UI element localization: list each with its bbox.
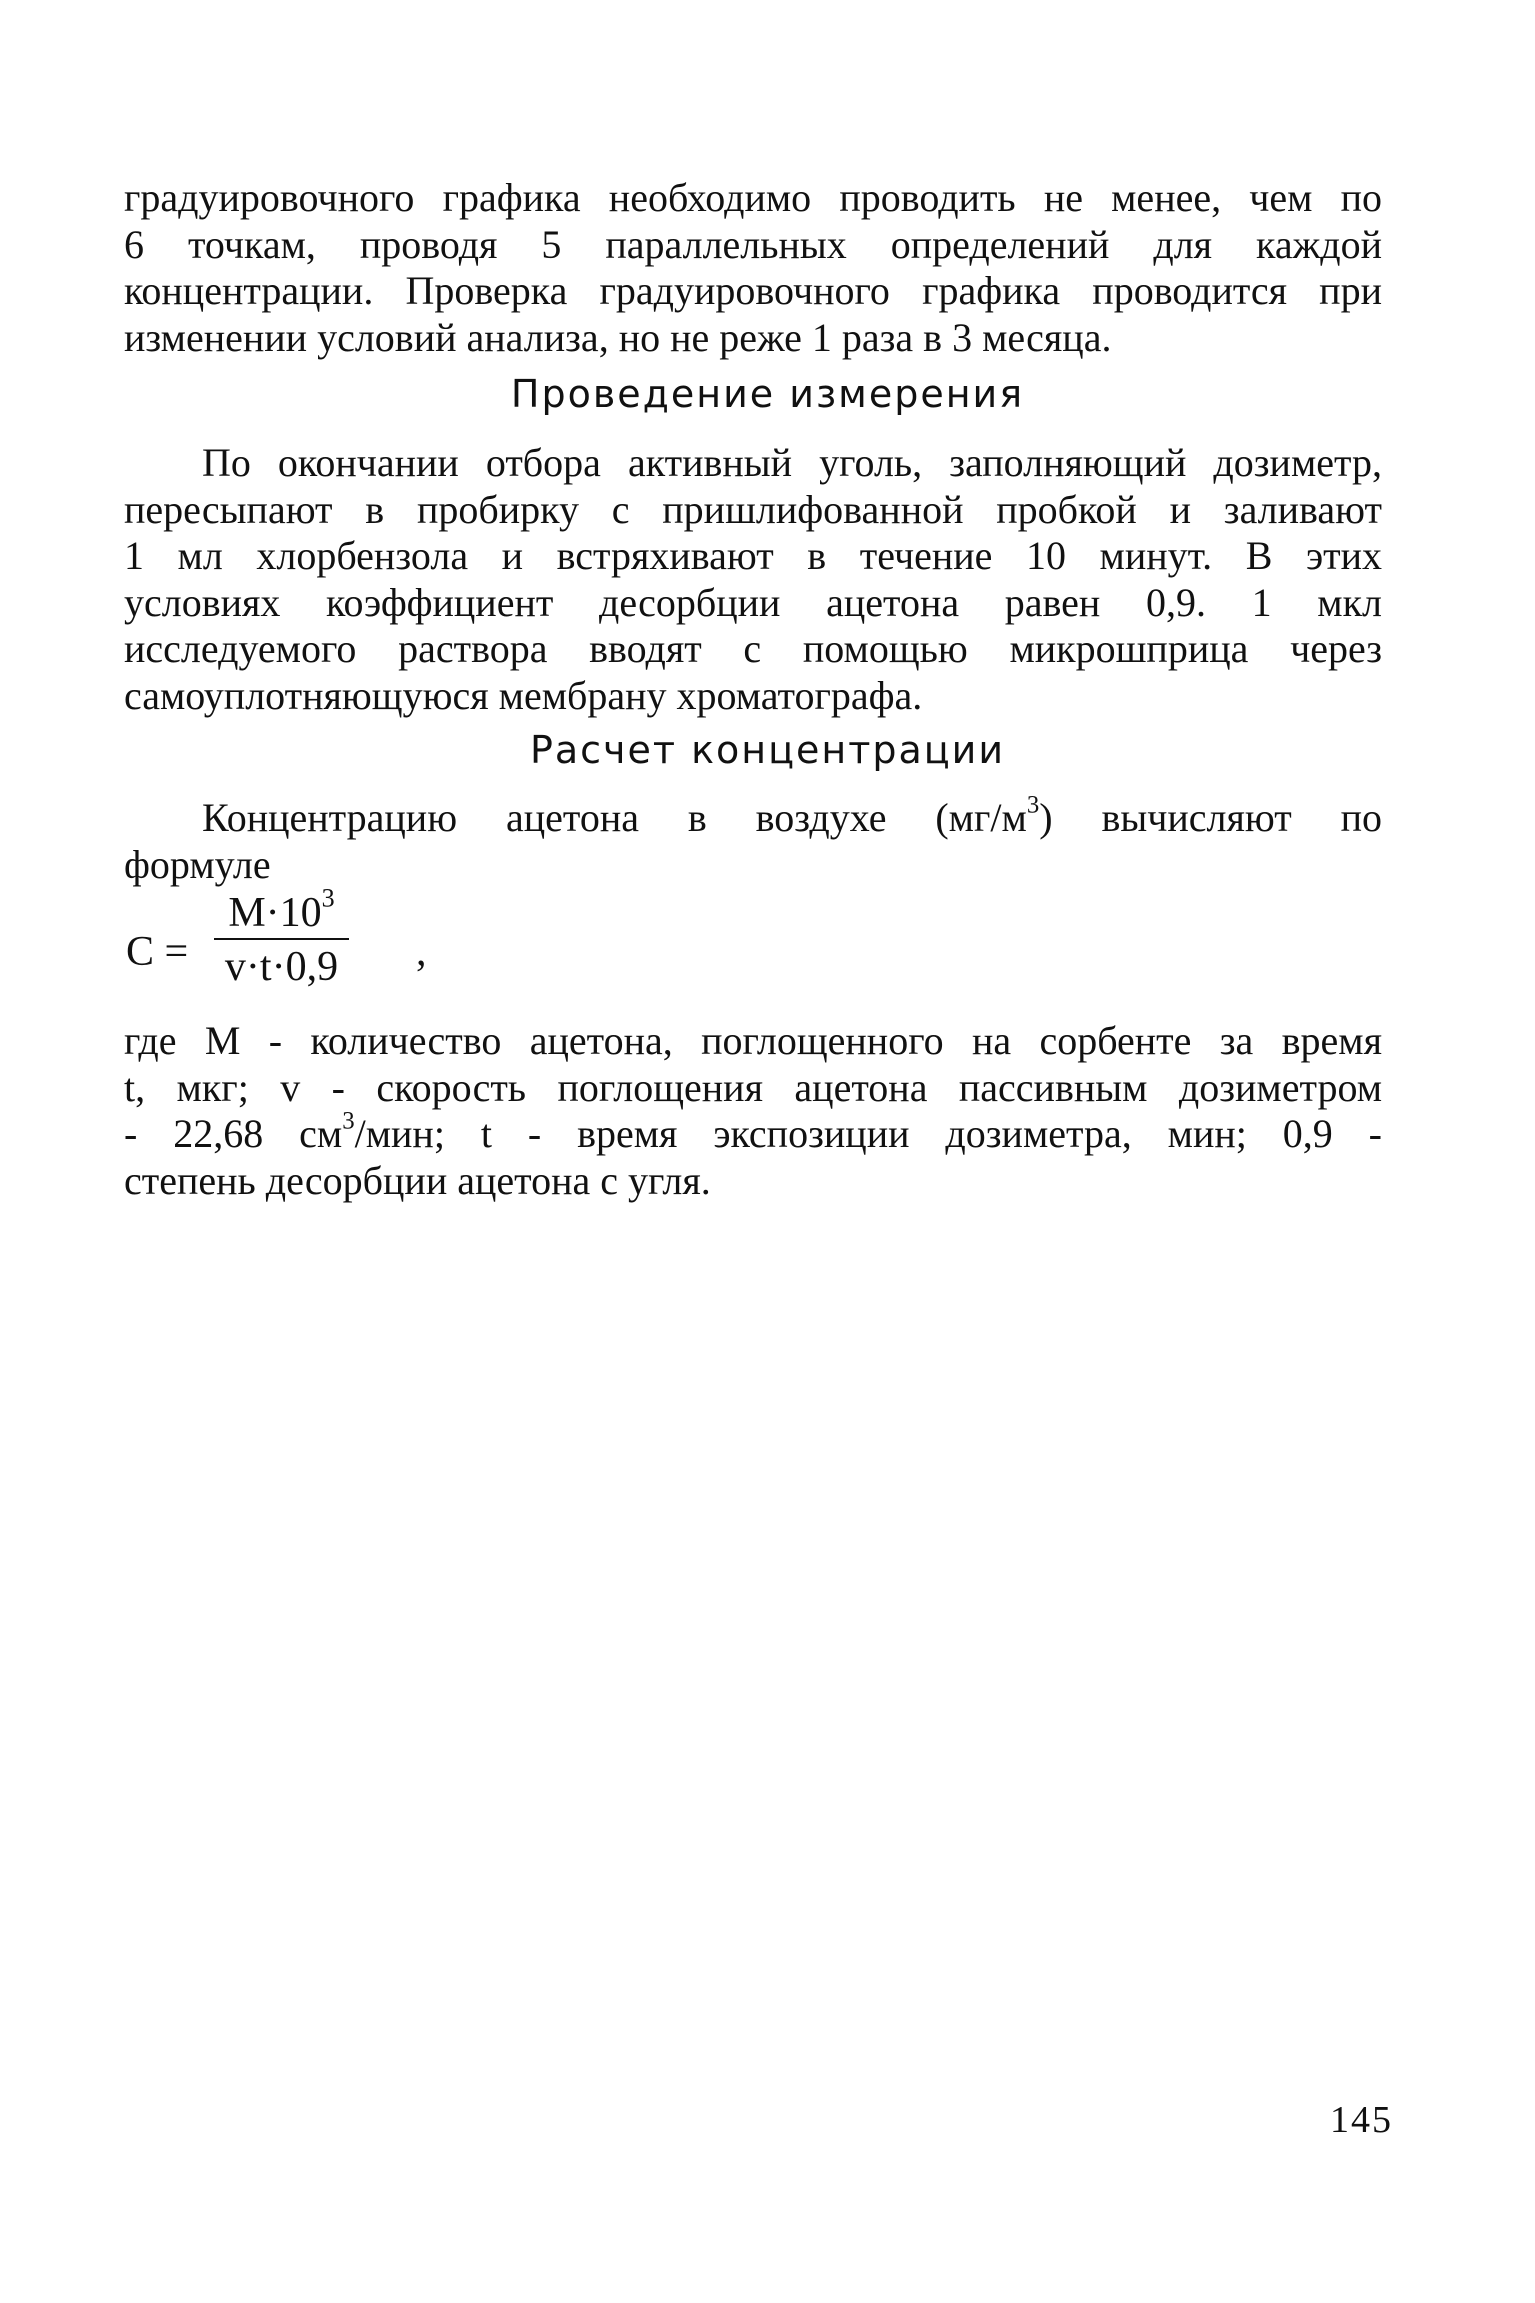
fraction-bar xyxy=(214,938,349,940)
text-line: градуировочного графика необходимо проводить не менее, чем по xyxy=(124,175,1382,220)
text-line: t, мкг; v - скорость поглощения ацетона пассивным дозиметром xyxy=(124,1064,1382,1110)
paragraph-calibration xyxy=(124,175,1382,361)
heading-measurement: Проведение измерения xyxy=(510,372,1025,416)
text-line xyxy=(124,791,1382,842)
formula-numerator xyxy=(214,883,349,936)
superscript: 3 xyxy=(342,1107,355,1135)
paragraph-measurement xyxy=(124,440,1382,719)
page-number: 145 xyxy=(1330,2099,1393,2141)
formula-lhs: C = xyxy=(126,929,189,975)
concentration-formula xyxy=(124,883,524,1010)
formula-comma: , xyxy=(416,929,427,975)
text-line: изменении условий анализа, но не реже 1 раза в 3 месяца. xyxy=(124,314,1112,360)
text-line: самоуплотняющуюся мембрану хроматографа. xyxy=(124,672,923,718)
text-fragment: ) вычисляют по xyxy=(1039,795,1382,840)
text-line: условиях коэффициент десорбции ацетона равен 0,9. 1 мкл xyxy=(124,579,1382,625)
text-line: исследуемого раствора вводят с помощью микрошприца через xyxy=(124,626,1382,671)
text-fragment: Концентрацию ацетона в воздухе (мг/м xyxy=(202,795,1027,840)
formula-fraction xyxy=(214,883,349,990)
text-line: формуле xyxy=(124,841,271,887)
paragraph-calculation xyxy=(124,791,1382,888)
text-line: По окончании отбора активный уголь, заполняющий дозиметр, xyxy=(202,440,1382,485)
text-fragment: - 22,68 см xyxy=(124,1111,343,1156)
text-line: 6 точкам, проводя 5 параллельных определений для каждой xyxy=(124,221,1382,267)
text-line: степень десорбции ацетона с угля. xyxy=(124,1157,711,1203)
numerator-exponent: 3 xyxy=(321,883,335,913)
text-line: пересыпают в пробирку с пришлифованной пробкой и заливают xyxy=(124,486,1382,532)
superscript: 3 xyxy=(1026,791,1040,819)
text-line xyxy=(124,1107,1383,1158)
text-line: концентрации. Проверка градуировочного графика проводится при xyxy=(124,268,1382,313)
heading-calculation: Расчет концентрации xyxy=(529,728,1006,772)
formula-denominator: v·t·0,9 xyxy=(224,944,339,990)
text-line: 1 мл хлорбензола и встряхивают в течение 10 минут. В этих xyxy=(124,533,1382,578)
text-line: где M - количество ацетона, поглощенного на сорбенте за время xyxy=(124,1018,1382,1063)
text-fragment: /мин; t - время экспозиции дозиметра, мин; 0,9 - xyxy=(354,1111,1383,1156)
numerator-text: M·10 xyxy=(228,890,322,936)
paragraph-definitions xyxy=(124,1018,1382,1204)
